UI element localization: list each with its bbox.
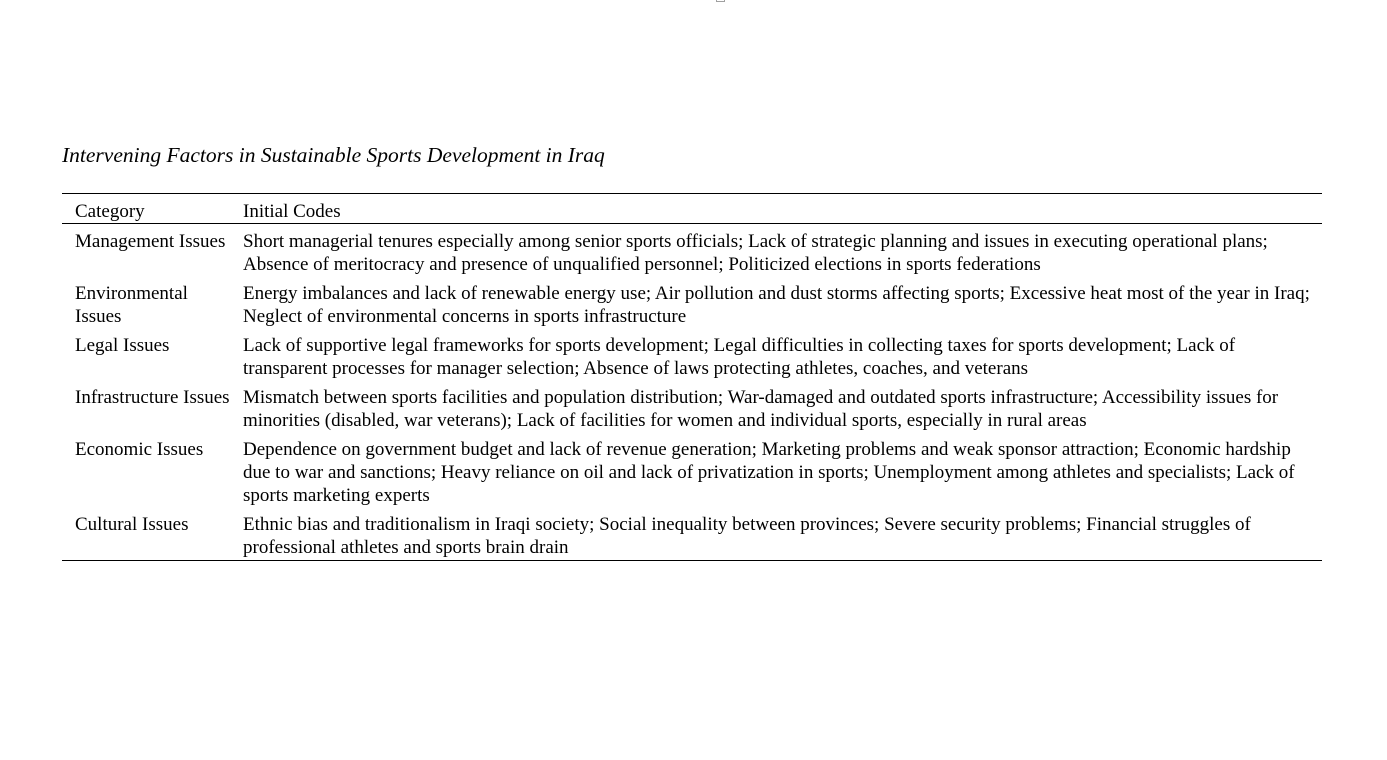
table-body xyxy=(62,224,1322,561)
table-row xyxy=(62,507,1322,561)
initial-codes-cell: Dependence on government budget and lack of revenue generation; Marketing problems and weak sponsor attraction; Economic hardship due to war and sanctions; Heavy reliance on oil and lack of privatization in sports; Unemployment among athletes and specialists; Lack of sports marketing experts xyxy=(243,439,1295,506)
category-cell: Economic Issues xyxy=(75,439,204,460)
initial-codes-cell: Lack of supportive legal frameworks for sports development; Legal difficulties in collecting taxes for sports development; Lack of transparent processes for manager selection; Absence of laws protecting athletes, coaches, and veterans xyxy=(243,335,1236,379)
initial-codes-cell: Mismatch between sports facilities and population distribution; War-damaged and outdated sports infrastructure; Accessibility issues for minorities (disabled, war veterans); Lack of facilities for women and individual sports, especially in rural areas xyxy=(243,387,1279,431)
table-row xyxy=(62,328,1322,380)
page-anchor-marker xyxy=(716,0,725,2)
factors-table xyxy=(62,193,1322,561)
table-caption: Intervening Factors in Sustainable Sports Development in Iraq xyxy=(62,143,605,167)
initial-codes-cell: Energy imbalances and lack of renewable energy use; Air pollution and dust storms affecting sports; Excessive heat most of the year in Iraq; Neglect of environmental concerns in sports infrastructure xyxy=(243,283,1310,327)
table-header xyxy=(62,194,1322,224)
column-header-initial-codes: Initial Codes xyxy=(243,201,341,222)
table-row xyxy=(62,432,1322,507)
column-header-category: Category xyxy=(75,201,145,222)
category-cell: Infrastructure Issues xyxy=(75,387,230,408)
table-row xyxy=(62,276,1322,328)
table-row xyxy=(62,224,1322,277)
header-row xyxy=(62,194,1322,224)
category-cell: Cultural Issues xyxy=(75,514,189,535)
initial-codes-cell: Short managerial tenures especially among senior sports officials; Lack of strategic planning and issues in executing operational plans; Absence of meritocracy and presence of unqualified personnel; Politicized elections in sports federations xyxy=(243,231,1268,275)
category-cell: Environmental Issues xyxy=(75,283,188,327)
category-cell: Legal Issues xyxy=(75,335,170,356)
initial-codes-cell: Ethnic bias and traditionalism in Iraqi society; Social inequality between provinces; Severe security problems; Financial struggles of professional athletes and sports brain drain xyxy=(243,514,1251,558)
table-row xyxy=(62,380,1322,432)
factors-table-container xyxy=(62,193,1322,561)
category-cell: Management Issues xyxy=(75,231,226,252)
